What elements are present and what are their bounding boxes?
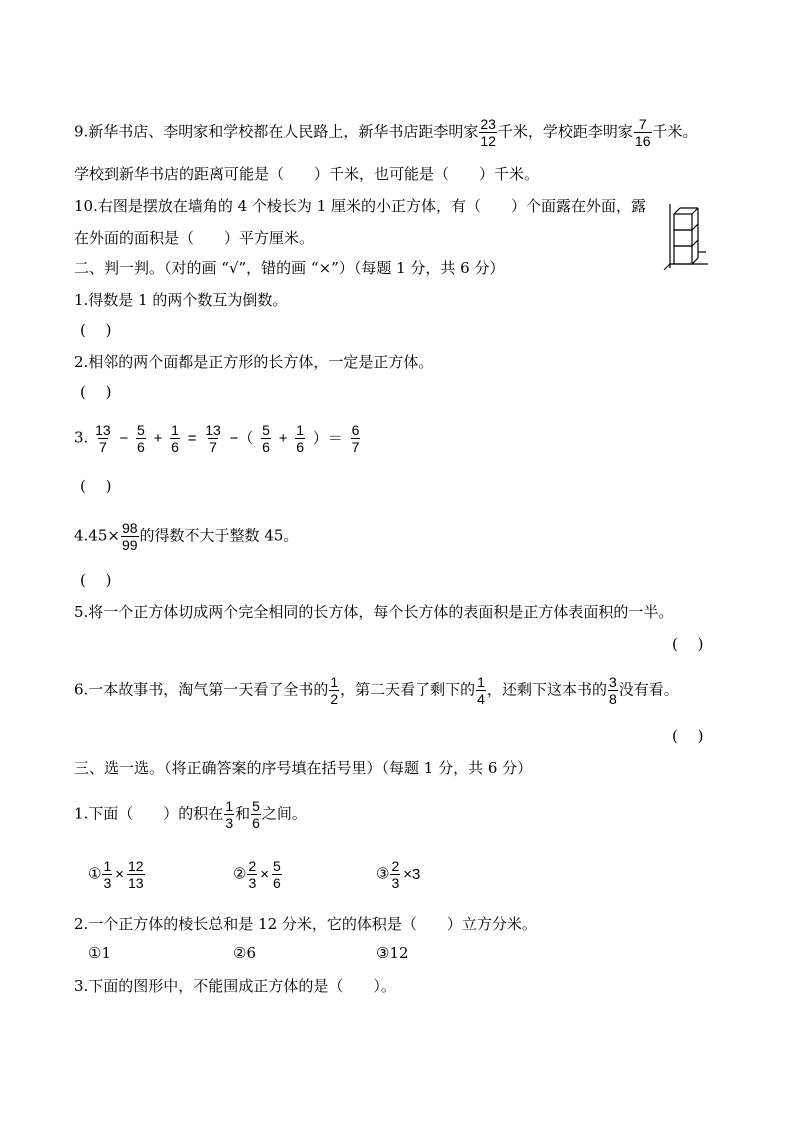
q9-line2: 学校到新华书店的距离可能是（ ）千米，也可能是（ ）千米。 [74,165,540,183]
s2-q4-answer-paren: ( ) [80,571,112,589]
q9-line1 [74,116,698,149]
s3-q2: 2.一个正方体的棱长总和是 12 分米，它的体积是（ ）立方分米。 [74,915,537,933]
s2-q4: 4.45× $\frac{98}{99}$ 的得数不大于整数 45。 [74,520,299,553]
s3-q1-option-3: ③ $\frac{2}{3}$ ×3 [376,858,421,891]
s3-q3: 3.下面的图形中，不能围成正方体的是（ ）。 [74,977,396,995]
section2-title: 二、判一判。（对的画 “√”，错的画 “×”）（每题 1 分，共 6 分） [74,259,505,277]
s3-q2-option-2: ②6 [233,944,256,962]
q10-line2: 在外面的面积是（ ）平方厘米。 [74,229,315,247]
s3-q2-option-1: ①1 [88,944,111,962]
q10-line1: 10.右图是摆放在墙角的 4 个棱长为 1 厘米的小正方体，有（ ）个面露在外面，露 [74,197,647,215]
s3-q1: 1.下面（ ）的积在 $\frac{1}{3}$ 和 $\frac{5}{6}$ 之间。 [74,798,307,831]
q9-fraction-a: $\frac{23}{12}$ [480,116,496,149]
q9-text-a: 9.新华书店、李明家和学校都在人民路上，新华书店距李明家 [74,122,479,141]
s2-q1-answer-paren: ( ) [80,321,112,339]
q9-fraction-b: $\frac{7}{16}$ [634,116,651,149]
s2-q3-answer-paren: ( ) [80,477,112,495]
s2-q6-answer-paren: ( ) [672,727,704,745]
s2-q5: 5.将一个正方体切成两个完全相同的长方体，每个长方体的表面积是正方体表面积的一半。 [74,603,674,621]
section3-title: 三、选一选。（将正确答案的序号填在括号里）（每题 1 分，共 6 分） [74,759,533,777]
s2-q6: 6.一本故事书，淘气第一天看了全书的 $\frac{1}{2}$ ，第二天看了剩下的 $\frac{1}{4}$ ，还剩下这本书的 $\frac{3}{8}$ 没有看。 [74,674,679,707]
s2-q2: 2.相邻的两个面都是正方形的长方体，一定是正方体。 [74,353,434,371]
q9-text-c: 千米。 [652,122,698,141]
s2-q5-answer-paren: ( ) [672,635,704,653]
q9-text-b: 千米，学校距李明家 [497,122,633,141]
s2-q1: 1.得数是 1 的两个数互为倒数。 [74,291,288,309]
s3-q2-option-3: ③12 [376,944,409,962]
s2-q2-answer-paren: ( ) [80,383,112,401]
s3-q1-option-2: ② $\frac{2}{3}$ × $\frac{5}{6}$ [233,858,281,891]
corner-cubes-figure [662,204,712,274]
s3-q1-option-1: ① $\frac{1}{3}$ × $\frac{12}{13}$ [88,858,144,891]
s2-q3-equation: 3. $\frac{13}{7}$ − $\frac{5}{6}$ + $\frac{1}{6}$ = $\frac{13}{7}$ −（ $\frac{5}{6}$ + $\frac{1}{6}$ ）＝ $\frac{6}{7}$ [74,422,360,455]
